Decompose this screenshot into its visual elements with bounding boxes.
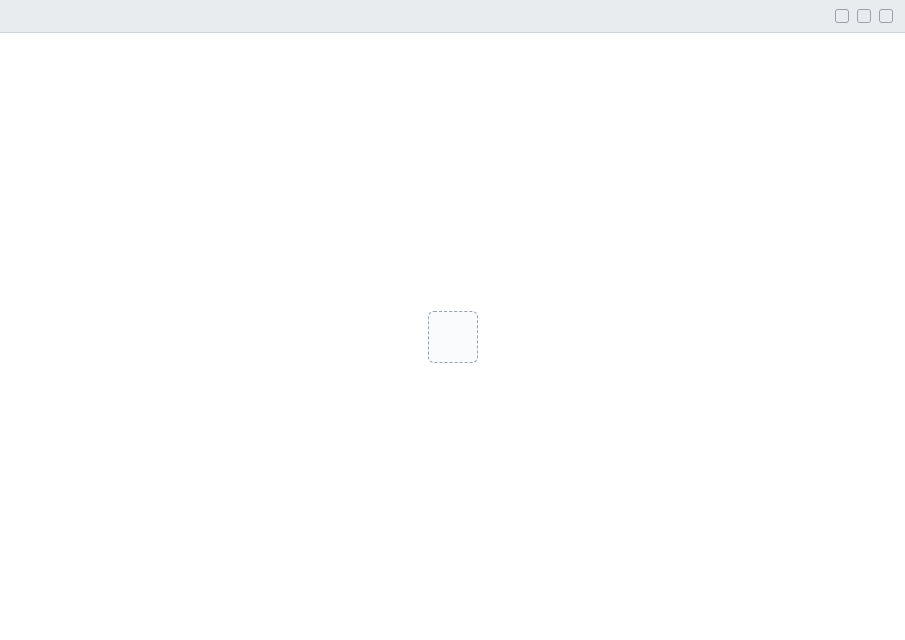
close-icon[interactable] <box>879 9 893 23</box>
minimize-icon[interactable] <box>835 9 849 23</box>
maximize-icon[interactable] <box>857 9 871 23</box>
placeholder-notice <box>428 311 478 363</box>
main-content <box>0 33 905 640</box>
window-titlebar <box>0 0 905 33</box>
